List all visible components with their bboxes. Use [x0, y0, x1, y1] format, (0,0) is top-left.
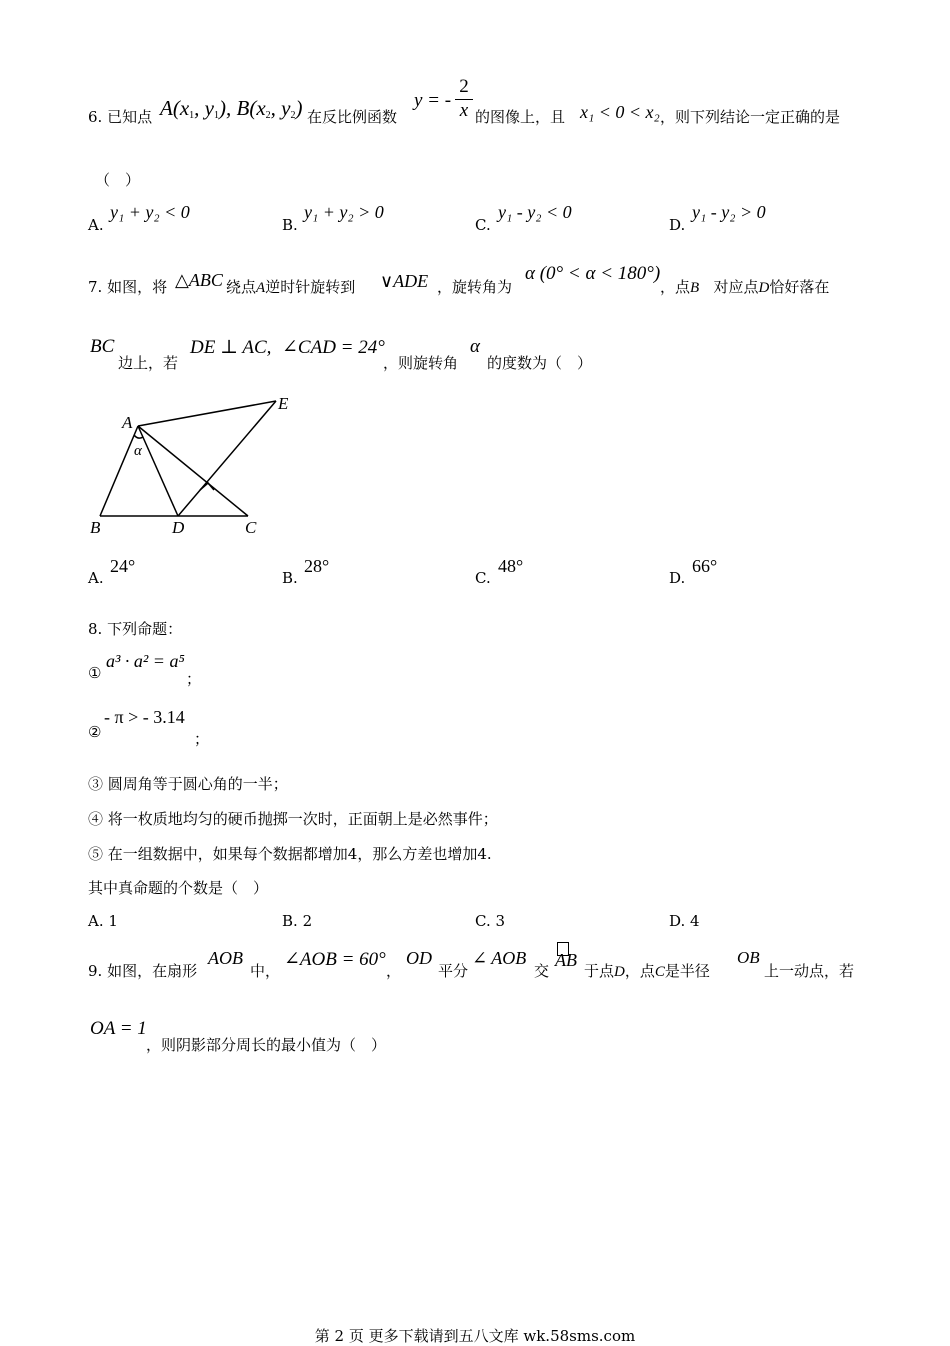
q7-text-2: 绕点A逆时针旋转到 — [226, 278, 356, 296]
q9-arc-ab: AB — [555, 950, 577, 971]
q9-text-3: ， — [386, 962, 402, 980]
right-angle-mark — [200, 483, 214, 490]
q8-s2-mark: ② — [88, 723, 102, 741]
q7-option-C: 48° — [498, 556, 524, 576]
q9-oa: OA = 1 — [90, 1018, 147, 1039]
q7-option-C-letter: C. — [475, 569, 491, 587]
q6-text-1: 已知点 — [107, 108, 153, 126]
q6-option-A-letter: A. — [88, 216, 104, 234]
q6-condition: x₁ < 0 < x₂ — [580, 102, 660, 122]
q7-option-A-letter: A. — [88, 569, 104, 587]
q6-option-B: y₁ + y₂ > 0 — [304, 202, 384, 222]
label-alpha: α — [134, 443, 142, 459]
q7-text-10: 的度数为（ ） — [487, 354, 593, 372]
q9-text-6: 于点D，点C是半径 — [584, 962, 710, 980]
q9-text-2: 中， — [250, 962, 281, 980]
q7-option-D: 66° — [692, 556, 718, 576]
q7-triangle-ade: ∨ADE — [380, 271, 429, 291]
segment-AD — [138, 426, 178, 516]
q9-text-9: 上一动点，若 — [764, 962, 855, 980]
q7-bc: BC — [90, 336, 115, 357]
q8-option-D: D. 4 — [669, 912, 700, 930]
q6-text-4: ，则下列结论一定正确的是 — [660, 108, 841, 126]
q6-option-A: y₁ + y₂ < 0 — [110, 202, 190, 222]
q9-ob: OB — [737, 948, 760, 967]
q6-option-B-letter: B. — [282, 216, 298, 234]
q6-line1 — [88, 106, 152, 127]
q9-text-10: ，则阴影部分周长的最小值为（ ） — [146, 1036, 387, 1054]
segment-AB — [100, 426, 138, 516]
q7-text-5: ，点B 对应点D恰好落在 — [660, 278, 830, 296]
q8-s4: ④ 将一枚质地均匀的硬币抛掷一次时，正面朝上是必然事件； — [88, 810, 498, 828]
q8-s1-math: a³ · a² = a⁵ — [106, 651, 185, 671]
q7-text-9: ，则旋转角 — [383, 354, 459, 372]
q8-option-B: B. 2 — [282, 912, 313, 930]
q7-option-D-letter: D. — [669, 569, 686, 587]
q9-od: OD — [406, 948, 432, 968]
label-E: E — [278, 394, 289, 413]
q7-text-4: ，旋转角为 — [437, 278, 513, 296]
q6-option-C: y₁ - y₂ < 0 — [498, 202, 572, 222]
q6-option-D: y₁ - y₂ > 0 — [692, 202, 766, 222]
q7-option-B-letter: B. — [282, 569, 298, 587]
segment-AE — [138, 401, 276, 426]
label-C: C — [245, 518, 257, 537]
q9-text-5: 交 — [534, 962, 550, 980]
q7-cond-1: DE ⊥ AC, — [190, 337, 272, 358]
q6-fraction: 2 x — [455, 76, 473, 122]
q7-cond-2: ∠CAD = 24° — [282, 337, 385, 358]
q8-s2-math: - π > - 3.14 — [104, 707, 185, 727]
q7-figure — [80, 390, 310, 540]
q7-text-8: 边上，若 — [118, 354, 179, 372]
q8-title: 8. 下列命题： — [88, 620, 183, 638]
q6-point-A-formula: $A(x_1$, $y_1$), $B(x_2$, $y_2$) — [160, 96, 303, 121]
q7-option-B: 28° — [304, 556, 330, 576]
arc-placeholder-icon — [557, 942, 569, 956]
q9-line1-start: 9. 如图，在扇形 — [88, 962, 198, 980]
q8-s3: ③ 圆周角等于圆心角的一半； — [88, 775, 288, 793]
q8-option-C: C. 3 — [475, 912, 506, 930]
q8-ask: 其中真命题的个数是（ ） — [88, 879, 269, 897]
q6-paren: （ ） — [95, 171, 141, 189]
q8-s1-mark: ① — [88, 664, 102, 682]
q9-angle-2: ∠ AOB — [472, 948, 527, 968]
segment-AC — [138, 426, 248, 516]
q6-number: 6. — [88, 108, 103, 126]
label-A: A — [122, 413, 133, 432]
q8-s2-end: ； — [194, 730, 210, 748]
q7-line1-start: 7. 如图，将 — [88, 278, 168, 296]
q9-angle: ∠AOB = 60° — [284, 949, 386, 970]
q6-text-2: 在反比例函数 — [307, 108, 398, 126]
q7-option-A: 24° — [110, 556, 136, 576]
page-footer: 第 2 页 更多下载请到五八文库 wk.58sms.com — [314, 1327, 636, 1345]
q6-option-C-letter: C. — [475, 216, 491, 234]
q8-s1-end: ； — [186, 670, 202, 688]
q6-option-D-letter: D. — [669, 216, 686, 234]
q6-function: y = - — [414, 90, 452, 111]
q8-option-A: A. 1 — [88, 912, 118, 930]
label-B: B — [90, 518, 101, 537]
q9-text-4: 平分 — [438, 962, 469, 980]
q7-rotation-range: α (0° < α < 180°) — [525, 263, 661, 284]
q8-s5: ⑤ 在一组数据中，如果每个数据都增加4，那么方差也增加4. — [88, 845, 492, 863]
q7-alpha: α — [470, 336, 480, 357]
q6-text-3: 的图像上，且 — [475, 108, 566, 126]
q9-aob: AOB — [208, 948, 243, 968]
q7-triangle-abc: △ABC — [175, 270, 223, 290]
label-D: D — [172, 518, 185, 537]
